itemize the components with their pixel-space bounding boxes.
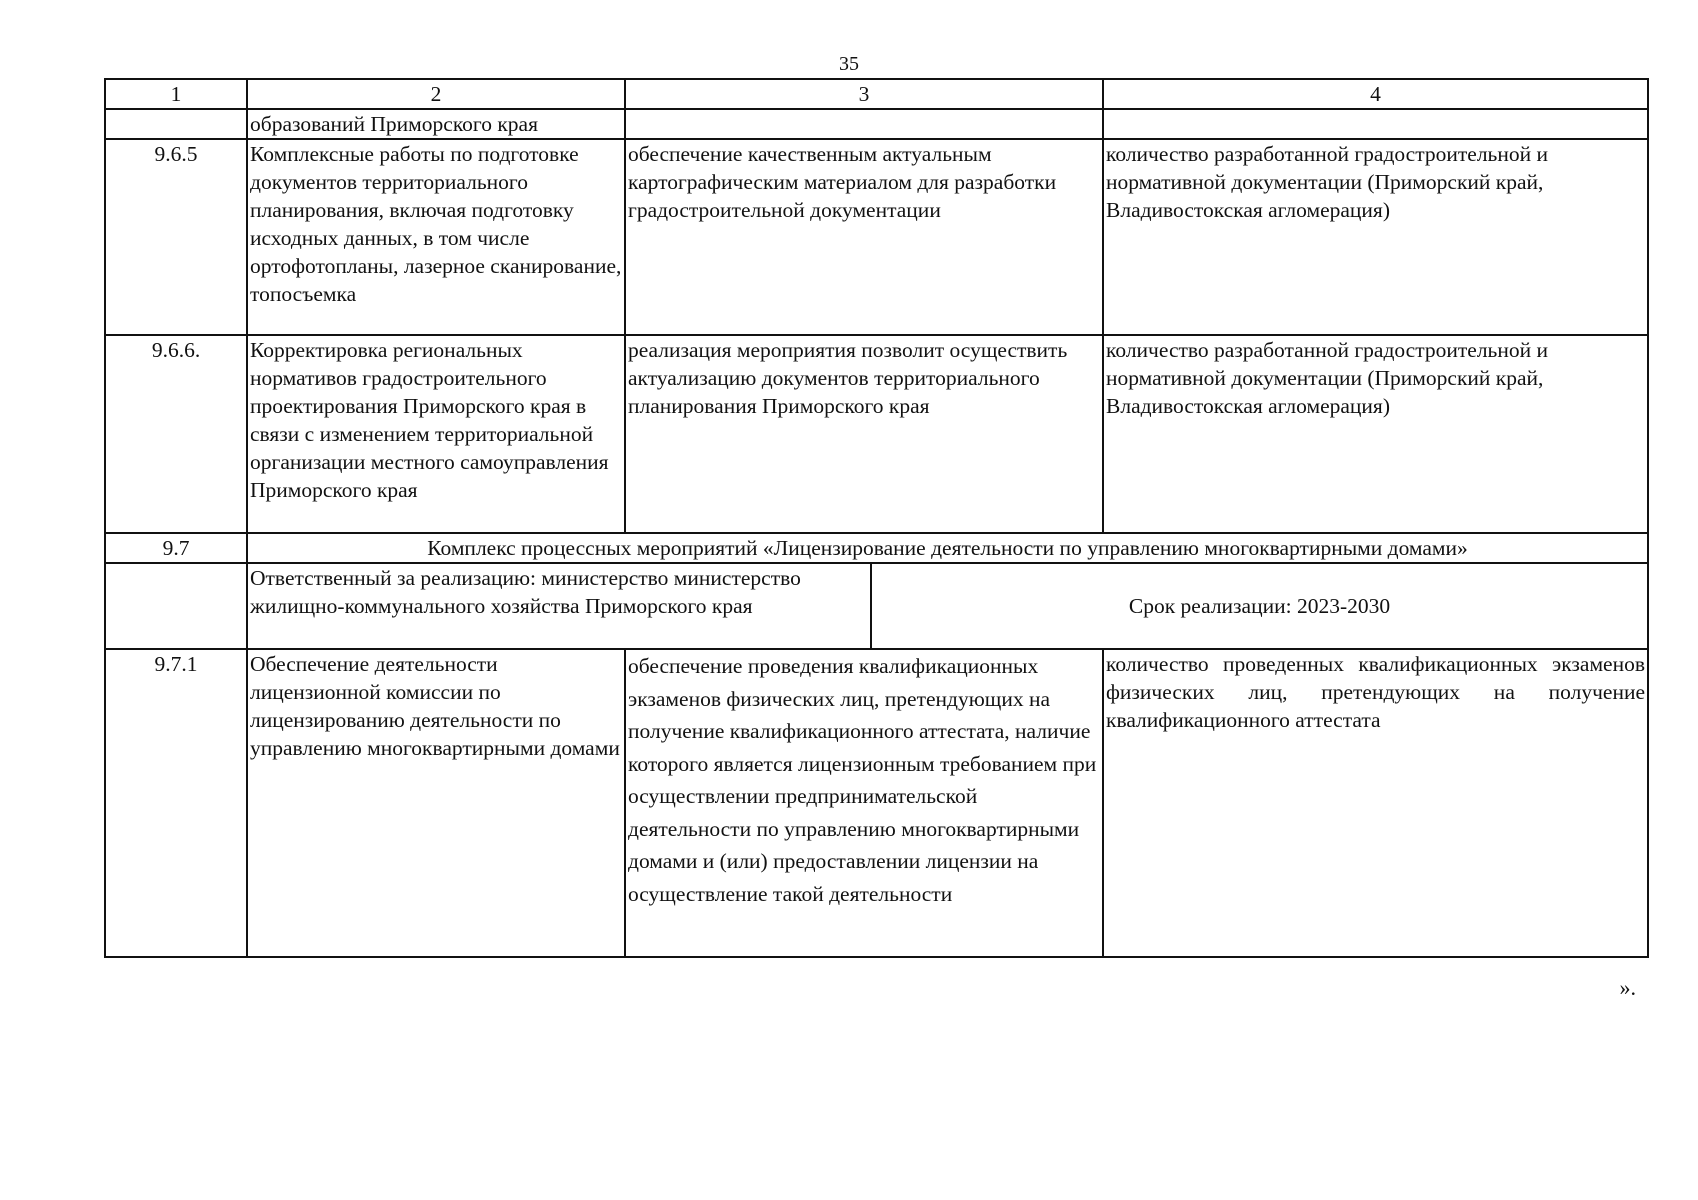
- continuation-num-cell: [105, 109, 247, 139]
- row-indicator: количество разработанной градостроительной и нормативной документации (Приморский край, Владивостокская агломерация): [1103, 139, 1648, 335]
- section-responsible: Ответственный за реализацию: министерство министерство жилищно-коммунального хозяйства Приморского края: [248, 564, 871, 648]
- measures-table: [104, 78, 1649, 958]
- row-result: обеспечение качественным актуальным картографическим материалом для разработки градостроительной документации: [625, 139, 1103, 335]
- section-number: 9.7: [105, 533, 247, 563]
- row-indicator: количество проведенных квалификационных экзаменов физических лиц, претендующих на получение квалификационного аттестата: [1103, 649, 1648, 957]
- row-indicator: количество разработанной градостроительной и нормативной документации (Приморский край, Владивостокская агломерация): [1103, 335, 1648, 533]
- continuation-name-cell: образований Приморского края: [247, 109, 625, 139]
- row-number: 9.6.5: [105, 139, 247, 335]
- continuation-result-cell: [625, 109, 1103, 139]
- section-meta-row: [105, 563, 1648, 649]
- table-row: [105, 139, 1648, 335]
- row-result: реализация мероприятия позволит осуществить актуализацию документов территориального планирования Приморского края: [625, 335, 1103, 533]
- section-header-row: [105, 533, 1648, 563]
- continuation-row: [105, 109, 1648, 139]
- section-title: Комплекс процессных мероприятий «Лицензирование деятельности по управлению многоквартирными домами»: [247, 533, 1648, 563]
- column-header-3: 3: [625, 79, 1103, 109]
- row-measure-name: Комплексные работы по подготовке документов территориального планирования, включая подготовку исходных данных, в том числе ортофотопланы, лазерное сканирование, топосъемка: [247, 139, 625, 335]
- section-meta-inner: [248, 564, 1647, 648]
- section-meta-empty-cell: [105, 563, 247, 649]
- row-result: обеспечение проведения квалификационных экзаменов физических лиц, претендующих на получение квалификационного аттестата, наличие которого является лицензионным требованием при осуществлении предпринимательской деятельности по управлению многоквартирными домами и (или) предоставлении лицензии на осуществление такой деятельности: [625, 649, 1103, 957]
- column-header-4: 4: [1103, 79, 1648, 109]
- column-header-2: 2: [247, 79, 625, 109]
- row-measure-name: Корректировка региональных нормативов градостроительного проектирования Приморского края в связи с изменением территориальной организации местного самоуправления Приморского края: [247, 335, 625, 533]
- continuation-indicator-cell: [1103, 109, 1648, 139]
- column-header-1: 1: [105, 79, 247, 109]
- section-term: Срок реализации: 2023-2030: [1128, 594, 1391, 618]
- row-measure-name: Обеспечение деятельности лицензионной комиссии по лицензированию деятельности по управлению многоквартирными домами: [247, 649, 625, 957]
- row-number: 9.6.6.: [105, 335, 247, 533]
- row-number: 9.7.1: [105, 649, 247, 957]
- closing-quote-mark: ».: [1619, 975, 1636, 1000]
- table-row: [105, 335, 1648, 533]
- page-number: 35: [839, 53, 859, 75]
- table-row: [105, 649, 1648, 957]
- header-row: [105, 79, 1648, 109]
